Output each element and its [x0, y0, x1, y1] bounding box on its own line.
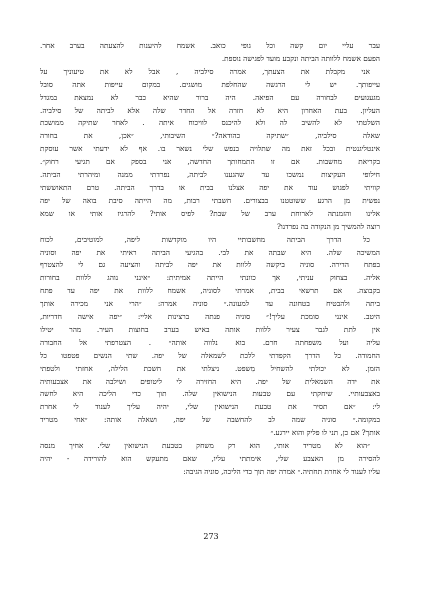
text-line: עבר עליי יום קשה וכל גופי כואב. אשמח להיענות להצעתה בערב אחר.	[40, 41, 380, 50]
paragraph	[40, 40, 380, 66]
text-line: רוצה להמשיך מן הנקודה בה נפרדנו?	[276, 221, 380, 231]
text-line: עליה ועל משפחתה חרם. בוא נלווה אותה״ . הצטרפתי אל החבורה	[40, 337, 380, 347]
text-line: בפתח הדירה. סוניה ביקשה ללוות את יפה לביתה והציעה גם לי להצטרף	[40, 260, 380, 270]
page-body-text	[40, 40, 380, 479]
text-line: מגעגועים לבחורה עם הפיאה. היה ברור שהיא כבר לא נמצאת במגדל	[40, 92, 380, 102]
text-line: החמודה. כל הדרך הקפדתי ללכת לשמאלה של יפה. שתי הנשים פטפטו כל	[40, 350, 380, 360]
text-line: קוויתי לפגוש עוד את יפה אצלנו בבית או בדרך הביתה. טרם התאוששתי	[40, 182, 380, 192]
text-line: ״הוא לא מטריד אותי, הוא רק משחק בטבעת הנישואין שלי. אחיך מנסה	[40, 441, 370, 451]
text-line: כל הדרך הביתה מחשבותיי היו מוקדשות ליפה, למוטיבים, לכוח	[40, 234, 370, 244]
text-line: במקומה.״ סוניה שמה לב להחשבה של יפה, ושאלה אותה: ״אחי מטריד	[40, 415, 380, 425]
text-line: את ידה השמאלית של יפה. היא החזירה לי ליטופים ושילבה את אצבעותיה	[40, 376, 380, 386]
text-line: לי: ״אם תסיר את טבעת הנישואין שלי, יהיה עליך לענוד לי אחרת	[40, 402, 380, 412]
text-line: אותך? אם כן, תני לו פליק והוא יירגע.״	[270, 428, 380, 438]
text-line: באצבעותיי. שיחקתי עם טבעות הנישואין שלה. תוך כדי הליכה היא לחשה	[40, 389, 380, 399]
text-line: עליו לענוד לי אחרת תחתיה.״ אמרה יפה תוך כדי הליכה, סוניה הגיבה:	[183, 466, 380, 476]
text-line: אליה. בצחוק עניתי, אך כוונתי הייתה אמיתית: ״אינני נוהג ללוות בחורות	[40, 273, 380, 283]
text-line: היטב. אינני סומכת עליך!״ סוניה פנתה ברצינות אליי: ״יפה אישה חדריות,	[40, 312, 380, 322]
paragraph	[40, 234, 380, 441]
text-line: בקבוצה. אם תרשאי בבית, אמרתי לסוניה, אשמח ללוות את יפה עד פתח	[40, 286, 380, 296]
paragraph	[40, 66, 380, 234]
text-line: ביתה ולהבטיח בטחונה עד למעונה.״ סוניה אמרה: ״הרי אני מכירה אותך	[40, 299, 380, 309]
text-line: להסירה מן האצבע שלי, אימתתי עליו, שאם מתעקש הוא להורידה - יהיה	[40, 454, 380, 463]
text-line: עייפותך. יש לי הרגשה שהחלפת מושגים. במקום עייפות אתה סובל	[40, 79, 380, 89]
text-line: חילופי העקיצות נמשכו עד שהגענו לביתה, נפרדתי ממנה ומיהרתי הביתה.	[40, 170, 380, 180]
text-line: אין לתת לגבר צעיר ללוות אותה באיש בערב בחוצות העיר. מהר יטילו	[40, 324, 380, 334]
text-line: אינטליגנטית ובכל זאת מה שתלויה בנפש שלי נשאר בו. אף לא ידעתי אשר עוסקת	[40, 144, 380, 154]
paragraph	[40, 440, 380, 479]
text-line: הזמן. לא יכולתי להשחיל מִשפט. ניצלתי את חשכת הלילה, אחזתי ולטפתי	[40, 363, 380, 373]
text-line: נפשית מן הרגע ששוטטנו בבצורים. חשבתי רבות, מה הייתה סיבת בואה של יפה	[40, 195, 380, 205]
text-line: אלינו והזמנתה לארוחת ערב של שבת? לפיס אותי? להרגיז אותי או שמא	[40, 208, 380, 218]
text-line: השלטתי לא להשיב לה ולא להיכנס לוויכוח איתה . לאחר שתיקה ממושכת	[40, 118, 380, 128]
text-line: אני מקבלת את הצעתך, אמרה סילביה , אבל לא את טיעוניך על	[40, 66, 370, 76]
text-line: שאלה סילביה, ״שתיקה כהודאה?״ השיבותי, ״אכן, את בחורה	[40, 131, 380, 141]
page-number: 273	[203, 532, 219, 541]
text-line: המשיכה שלה. היא שבתה את לבי. בהגיעי הביתה ראיתי את יפה וסוניה	[40, 247, 380, 257]
text-line: בקריאת מחשבות. אם זו התמחותך החדשה, אני בספק אם תגיעי רחוק״.	[40, 157, 380, 167]
book-page	[40, 40, 380, 560]
text-line: העליון. בעת האחרון היא לא חזרה אל החדר שלה אלא לביתה של סילביה.	[40, 105, 380, 115]
text-line: הפעם אשמח ללוותה הביתה ונקבע מועד לפגישה נוספת.	[221, 53, 380, 63]
